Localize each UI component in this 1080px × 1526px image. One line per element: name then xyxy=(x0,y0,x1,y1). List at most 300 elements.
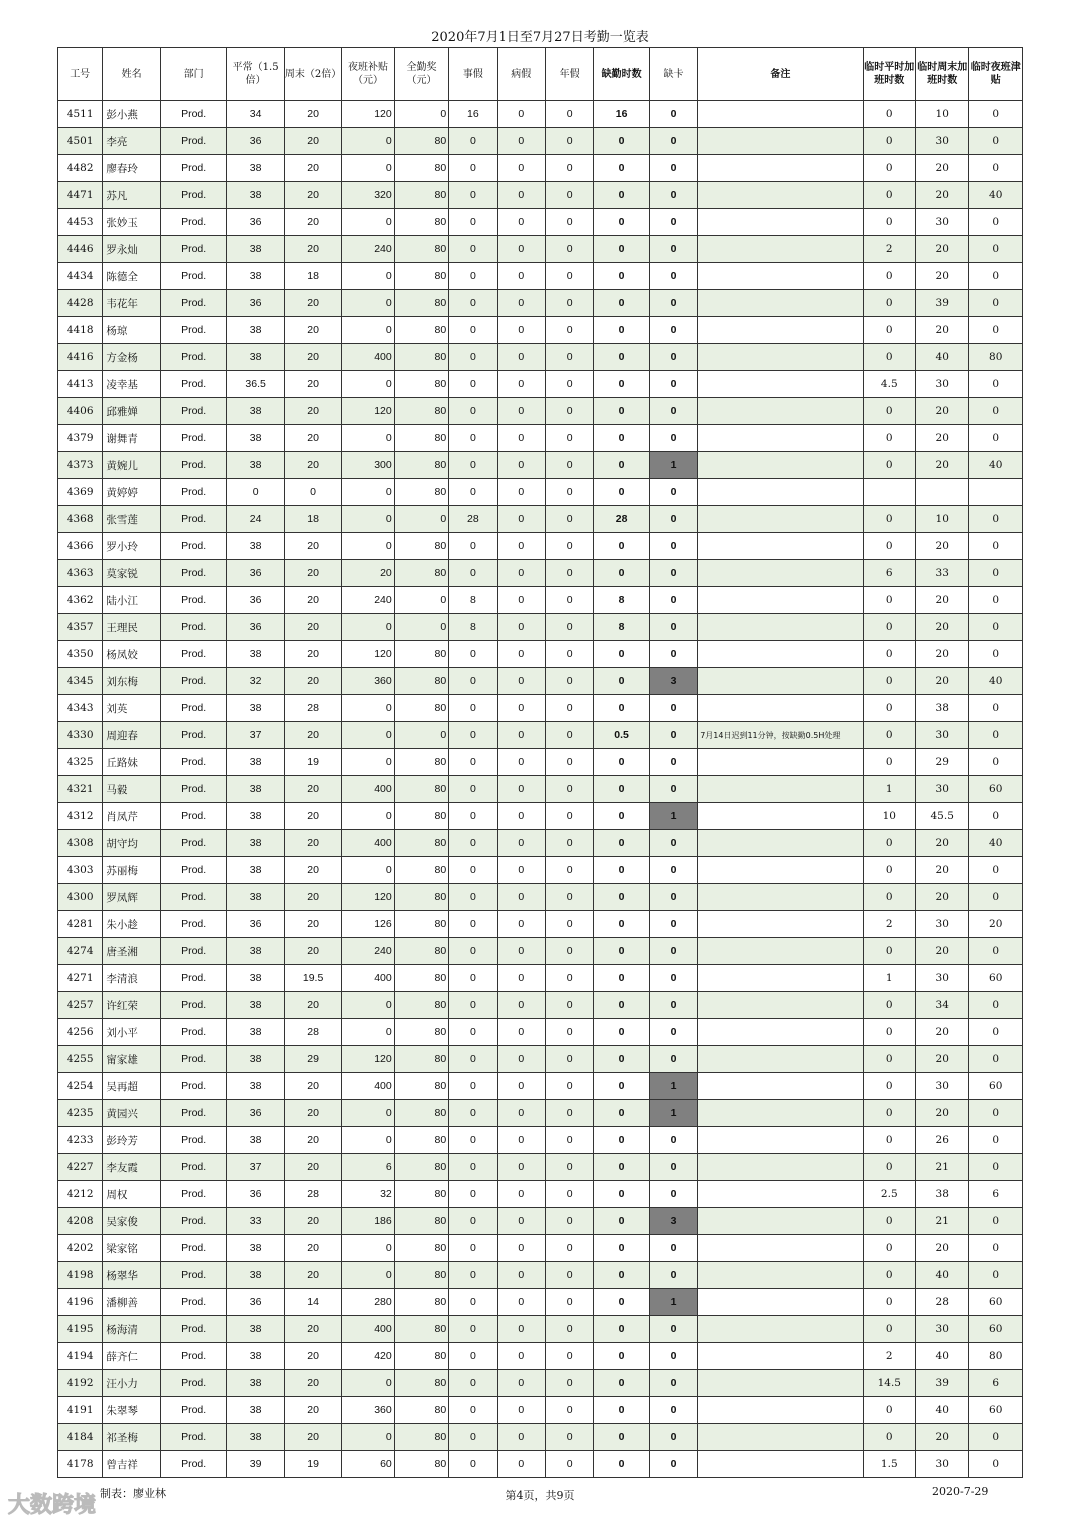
table-cell: 0 xyxy=(497,263,545,290)
table-cell: 18 xyxy=(284,263,341,290)
table-cell: 0 xyxy=(545,695,593,722)
table-cell: 薛齐仁 xyxy=(103,1343,160,1370)
table-cell: 38 xyxy=(227,1127,284,1154)
table-cell: 0 xyxy=(545,560,593,587)
table-cell: 0 xyxy=(969,1235,1023,1262)
table-row xyxy=(58,533,1023,560)
table-cell: 20 xyxy=(284,398,341,425)
table-cell: 0 xyxy=(545,479,593,506)
table-cell: 0 xyxy=(594,1181,649,1208)
table-cell: 0 xyxy=(863,749,915,776)
table-cell: 张雪莲 xyxy=(103,506,160,533)
table-cell: 20 xyxy=(915,1100,968,1127)
table-cell: 14 xyxy=(284,1289,341,1316)
table-cell: 1 xyxy=(649,1073,697,1100)
table-cell: Prod. xyxy=(160,911,227,938)
table-cell: 0 xyxy=(594,1127,649,1154)
table-cell: 0 xyxy=(449,290,497,317)
table-cell: 0 xyxy=(545,1451,593,1478)
table-cell: 20 xyxy=(284,1343,341,1370)
table-cell: 20 xyxy=(284,614,341,641)
table-cell: 0 xyxy=(545,452,593,479)
table-cell: 20 xyxy=(284,641,341,668)
table-cell: 0 xyxy=(497,614,545,641)
table-cell: 0 xyxy=(863,452,915,479)
table-row xyxy=(58,1154,1023,1181)
table-cell: 20 xyxy=(915,533,968,560)
table-cell: 0 xyxy=(545,128,593,155)
table-cell: 4379 xyxy=(58,425,103,452)
table-cell: 20 xyxy=(284,884,341,911)
table-cell: 0 xyxy=(969,560,1023,587)
table-cell xyxy=(698,1235,863,1262)
table-cell: 36 xyxy=(227,290,284,317)
table-cell: 20 xyxy=(284,425,341,452)
table-cell: 0 xyxy=(545,425,593,452)
table-row xyxy=(58,398,1023,425)
table-cell: 0 xyxy=(863,344,915,371)
table-cell xyxy=(698,1046,863,1073)
table-cell: 6 xyxy=(342,1154,394,1181)
table-cell: 40 xyxy=(915,1343,968,1370)
table-cell: 0 xyxy=(863,830,915,857)
table-cell: Prod. xyxy=(160,398,227,425)
table-cell: 20 xyxy=(284,776,341,803)
table-cell: Prod. xyxy=(160,938,227,965)
table-cell: 4254 xyxy=(58,1073,103,1100)
table-cell: 0 xyxy=(863,938,915,965)
table-cell: 0.5 xyxy=(594,722,649,749)
table-cell: 0 xyxy=(342,155,394,182)
table-cell: 0 xyxy=(545,344,593,371)
table-cell: 4434 xyxy=(58,263,103,290)
table-cell: 0 xyxy=(449,749,497,776)
table-cell: 0 xyxy=(497,1127,545,1154)
table-cell: 6 xyxy=(863,560,915,587)
table-cell: 20 xyxy=(915,398,968,425)
table-cell: 0 xyxy=(594,641,649,668)
table-cell: 39 xyxy=(915,1370,968,1397)
table-cell: 0 xyxy=(545,1424,593,1451)
table-cell: 80 xyxy=(394,1262,448,1289)
table-cell: 60 xyxy=(969,965,1023,992)
table-cell: 0 xyxy=(863,614,915,641)
table-cell: 0 xyxy=(863,317,915,344)
table-cell: 400 xyxy=(342,776,394,803)
table-cell: 刘小平 xyxy=(103,1019,160,1046)
table-cell: 0 xyxy=(969,614,1023,641)
table-cell: 4345 xyxy=(58,668,103,695)
table-cell: Prod. xyxy=(160,1370,227,1397)
table-cell: 1.5 xyxy=(863,1451,915,1478)
table-cell: 0 xyxy=(649,965,697,992)
table-cell: 20 xyxy=(284,668,341,695)
table-cell: 0 xyxy=(545,830,593,857)
table-cell: 0 xyxy=(594,425,649,452)
table-cell xyxy=(698,533,863,560)
table-cell: 0 xyxy=(969,992,1023,1019)
table-cell: 0 xyxy=(342,1262,394,1289)
table-cell: 0 xyxy=(863,182,915,209)
table-cell: 80 xyxy=(394,290,448,317)
table-cell: 45.5 xyxy=(915,803,968,830)
table-cell: 0 xyxy=(594,776,649,803)
table-cell: 20 xyxy=(284,587,341,614)
table-cell: 0 xyxy=(969,1262,1023,1289)
table-cell: 4446 xyxy=(58,236,103,263)
table-cell: 80 xyxy=(394,803,448,830)
table-cell: 20 xyxy=(969,911,1023,938)
table-cell: 1 xyxy=(863,776,915,803)
table-cell: Prod. xyxy=(160,1127,227,1154)
table-cell: 0 xyxy=(497,182,545,209)
table-cell: Prod. xyxy=(160,371,227,398)
table-cell: 38 xyxy=(227,1262,284,1289)
table-cell: Prod. xyxy=(160,776,227,803)
table-cell: Prod. xyxy=(160,101,227,128)
table-row xyxy=(58,695,1023,722)
table-cell: 20 xyxy=(915,641,968,668)
table-cell: 10 xyxy=(863,803,915,830)
table-cell: 20 xyxy=(284,344,341,371)
table-cell: 0 xyxy=(594,938,649,965)
table-cell: 36 xyxy=(227,1100,284,1127)
table-cell: 0 xyxy=(649,884,697,911)
table-cell: 0 xyxy=(594,857,649,884)
table-cell: 4330 xyxy=(58,722,103,749)
table-cell xyxy=(698,182,863,209)
table-cell: 4300 xyxy=(58,884,103,911)
table-cell: 0 xyxy=(863,1073,915,1100)
table-cell: 0 xyxy=(649,587,697,614)
table-cell: 肖凤芹 xyxy=(103,803,160,830)
table-cell: 38 xyxy=(227,1397,284,1424)
header-cell: 年假 xyxy=(545,48,593,101)
table-cell: 0 xyxy=(497,695,545,722)
table-cell: 400 xyxy=(342,965,394,992)
table-cell: 潘柳善 xyxy=(103,1289,160,1316)
table-cell xyxy=(698,938,863,965)
table-cell: 0 xyxy=(649,425,697,452)
table-cell: 0 xyxy=(594,668,649,695)
table-cell: 0 xyxy=(969,695,1023,722)
table-cell: 0 xyxy=(545,614,593,641)
table-cell: 4256 xyxy=(58,1019,103,1046)
table-cell: Prod. xyxy=(160,209,227,236)
table-cell: 罗小玲 xyxy=(103,533,160,560)
table-cell: 20 xyxy=(284,938,341,965)
table-row xyxy=(58,938,1023,965)
table-cell: 19.5 xyxy=(284,965,341,992)
table-cell: Prod. xyxy=(160,1046,227,1073)
table-cell: 0 xyxy=(342,992,394,1019)
table-cell: 0 xyxy=(497,1208,545,1235)
table-cell: 陈德全 xyxy=(103,263,160,290)
table-cell: 30 xyxy=(915,209,968,236)
table-cell: 0 xyxy=(449,1316,497,1343)
table-cell: 320 xyxy=(342,182,394,209)
table-cell: 0 xyxy=(449,425,497,452)
table-cell: 韦花年 xyxy=(103,290,160,317)
table-cell: 0 xyxy=(969,1046,1023,1073)
table-row xyxy=(58,1208,1023,1235)
table-body xyxy=(58,101,1023,1478)
table-cell: 0 xyxy=(449,1154,497,1181)
table-cell: 0 xyxy=(649,398,697,425)
table-cell xyxy=(698,1127,863,1154)
table-cell: 10 xyxy=(915,506,968,533)
table-cell: 0 xyxy=(594,560,649,587)
table-cell: 0 xyxy=(497,155,545,182)
table-cell: 3 xyxy=(649,1208,697,1235)
table-cell: 0 xyxy=(649,1343,697,1370)
table-cell: 0 xyxy=(545,938,593,965)
table-cell: 4416 xyxy=(58,344,103,371)
table-cell: 0 xyxy=(497,479,545,506)
table-cell: 0 xyxy=(545,263,593,290)
table-cell xyxy=(698,155,863,182)
table-cell: 36 xyxy=(227,1289,284,1316)
table-cell: 0 xyxy=(497,992,545,1019)
table-cell: 凌幸基 xyxy=(103,371,160,398)
table-cell: 30 xyxy=(915,1316,968,1343)
table-cell: 80 xyxy=(394,1451,448,1478)
table-cell: Prod. xyxy=(160,236,227,263)
table-cell: 0 xyxy=(497,317,545,344)
table-cell: 38 xyxy=(227,1343,284,1370)
table-cell: 8 xyxy=(449,587,497,614)
table-cell: 40 xyxy=(915,1397,968,1424)
table-cell: 0 xyxy=(649,1262,697,1289)
header-cell: 病假 xyxy=(497,48,545,101)
table-cell: 0 xyxy=(342,425,394,452)
table-cell: 0 xyxy=(545,155,593,182)
table-cell: 20 xyxy=(284,317,341,344)
table-cell: 20 xyxy=(284,1154,341,1181)
table-cell: 莫家锐 xyxy=(103,560,160,587)
table-cell: 38 xyxy=(227,992,284,1019)
table-cell: 1 xyxy=(649,452,697,479)
table-cell: 20 xyxy=(915,425,968,452)
table-cell: 0 xyxy=(449,695,497,722)
table-cell: 8 xyxy=(449,614,497,641)
table-cell xyxy=(698,1073,863,1100)
table-cell: 0 xyxy=(545,1208,593,1235)
table-cell: 0 xyxy=(969,1208,1023,1235)
table-cell: 0 xyxy=(545,992,593,1019)
footer-maker: 制表：廖业林 xyxy=(100,1487,166,1500)
table-cell: 20 xyxy=(284,371,341,398)
table-cell: 30 xyxy=(915,128,968,155)
table-cell: 80 xyxy=(394,749,448,776)
table-cell: 0 xyxy=(449,938,497,965)
table-cell: Prod. xyxy=(160,1397,227,1424)
table-cell: 60 xyxy=(969,776,1023,803)
table-cell: 20 xyxy=(284,128,341,155)
table-cell: 0 xyxy=(969,1451,1023,1478)
table-cell: 0 xyxy=(497,803,545,830)
table-cell: 38 xyxy=(227,776,284,803)
table-cell: 0 xyxy=(545,506,593,533)
table-cell: 0 xyxy=(497,1019,545,1046)
table-cell: 0 xyxy=(342,1235,394,1262)
table-cell: 28 xyxy=(449,506,497,533)
table-cell: 0 xyxy=(594,128,649,155)
table-cell: 80 xyxy=(969,1343,1023,1370)
table-cell: 0 xyxy=(649,1181,697,1208)
table-cell: 36.5 xyxy=(227,371,284,398)
table-cell: 0 xyxy=(594,155,649,182)
table-cell: 0 xyxy=(449,317,497,344)
table-cell: Prod. xyxy=(160,1316,227,1343)
table-cell: 4363 xyxy=(58,560,103,587)
table-cell: 0 xyxy=(594,749,649,776)
table-cell: 0 xyxy=(649,1046,697,1073)
header-cell: 临时平时加班时数 xyxy=(863,48,915,101)
table-cell: 0 xyxy=(863,1289,915,1316)
table-cell: 2 xyxy=(863,236,915,263)
table-cell: 0 xyxy=(969,1154,1023,1181)
table-cell: Prod. xyxy=(160,155,227,182)
table-cell: 0 xyxy=(594,1289,649,1316)
table-cell: 0 xyxy=(545,101,593,128)
table-cell: 0 xyxy=(449,1397,497,1424)
header-cell: 姓名 xyxy=(103,48,160,101)
table-cell: 0 xyxy=(863,1316,915,1343)
table-cell: 0 xyxy=(594,1397,649,1424)
table-cell xyxy=(863,479,915,506)
table-cell: 80 xyxy=(394,1316,448,1343)
table-cell xyxy=(698,911,863,938)
table-cell: 0 xyxy=(342,479,394,506)
table-cell: 0 xyxy=(342,290,394,317)
table-row xyxy=(58,452,1023,479)
table-cell: 0 xyxy=(545,641,593,668)
table-cell: 19 xyxy=(284,749,341,776)
table-cell xyxy=(698,965,863,992)
table-cell: Prod. xyxy=(160,614,227,641)
table-cell: 0 xyxy=(649,506,697,533)
table-cell: 80 xyxy=(394,398,448,425)
table-cell: 0 xyxy=(497,1370,545,1397)
table-row xyxy=(58,560,1023,587)
table-cell: 38 xyxy=(227,965,284,992)
table-cell: 4192 xyxy=(58,1370,103,1397)
table-cell: 黄婉儿 xyxy=(103,452,160,479)
table-cell: 80 xyxy=(394,1370,448,1397)
table-cell: 38 xyxy=(227,425,284,452)
table-cell: 0 xyxy=(497,776,545,803)
table-cell xyxy=(698,1154,863,1181)
table-cell: 0 xyxy=(649,992,697,1019)
table-cell: 20 xyxy=(915,587,968,614)
table-cell: 20 xyxy=(284,182,341,209)
header-cell: 事假 xyxy=(449,48,497,101)
table-cell: Prod. xyxy=(160,425,227,452)
table-cell: 0 xyxy=(545,182,593,209)
table-cell: 0 xyxy=(594,830,649,857)
table-cell: 0 xyxy=(649,722,697,749)
table-cell: 20 xyxy=(284,236,341,263)
table-cell: 0 xyxy=(449,884,497,911)
table-row xyxy=(58,182,1023,209)
table-cell: 8 xyxy=(594,587,649,614)
table-cell xyxy=(698,263,863,290)
table-cell: 300 xyxy=(342,452,394,479)
table-cell: 0 xyxy=(449,1046,497,1073)
table-cell: 30 xyxy=(915,1451,968,1478)
table-cell: 40 xyxy=(969,668,1023,695)
table-cell: 38 xyxy=(227,1046,284,1073)
table-cell xyxy=(698,398,863,425)
table-cell: 4373 xyxy=(58,452,103,479)
table-cell xyxy=(969,479,1023,506)
table-cell: 0 xyxy=(863,128,915,155)
table-cell xyxy=(698,1424,863,1451)
table-cell: 0 xyxy=(449,722,497,749)
table-cell xyxy=(698,479,863,506)
table-cell: 0 xyxy=(342,857,394,884)
table-cell xyxy=(698,1100,863,1127)
table-cell: 0 xyxy=(969,263,1023,290)
table-cell: 19 xyxy=(284,1451,341,1478)
table-cell: 36 xyxy=(227,911,284,938)
table-cell: 20 xyxy=(284,830,341,857)
table-cell: 0 xyxy=(497,1343,545,1370)
table-cell: 李清浪 xyxy=(103,965,160,992)
table-cell: 0 xyxy=(342,749,394,776)
header-cell: 周末（2倍） xyxy=(284,48,341,101)
table-cell: 80 xyxy=(394,1397,448,1424)
table-cell: 21 xyxy=(915,1208,968,1235)
table-cell: 0 xyxy=(649,128,697,155)
table-cell: 0 xyxy=(863,1046,915,1073)
table-cell: 80 xyxy=(394,1343,448,1370)
table-cell: 400 xyxy=(342,1316,394,1343)
table-cell: 0 xyxy=(497,1154,545,1181)
table-cell: 0 xyxy=(449,1073,497,1100)
table-cell: 苏凡 xyxy=(103,182,160,209)
table-cell: 0 xyxy=(594,1262,649,1289)
table-cell: Prod. xyxy=(160,1019,227,1046)
table-cell: 0 xyxy=(863,263,915,290)
table-cell: 0 xyxy=(594,1235,649,1262)
table-cell: 80 xyxy=(394,857,448,884)
table-cell: 0 xyxy=(394,722,448,749)
table-cell: 0 xyxy=(545,776,593,803)
table-cell: 80 xyxy=(394,1100,448,1127)
table-cell xyxy=(698,1181,863,1208)
table-cell: 0 xyxy=(594,1073,649,1100)
table-cell: Prod. xyxy=(160,1424,227,1451)
table-cell: 0 xyxy=(545,722,593,749)
table-cell: 0 xyxy=(545,1073,593,1100)
table-cell: 0 xyxy=(969,290,1023,317)
table-cell: 120 xyxy=(342,641,394,668)
table-cell: 0 xyxy=(449,371,497,398)
table-row xyxy=(58,1235,1023,1262)
table-cell: 0 xyxy=(394,101,448,128)
table-cell: 0 xyxy=(594,911,649,938)
table-cell: 0 xyxy=(594,1019,649,1046)
table-cell: 80 xyxy=(394,1289,448,1316)
table-cell: 0 xyxy=(449,344,497,371)
table-cell: 28 xyxy=(284,1019,341,1046)
table-cell: 0 xyxy=(969,155,1023,182)
table-cell: 0 xyxy=(342,1127,394,1154)
table-cell xyxy=(698,776,863,803)
table-row xyxy=(58,1370,1023,1397)
